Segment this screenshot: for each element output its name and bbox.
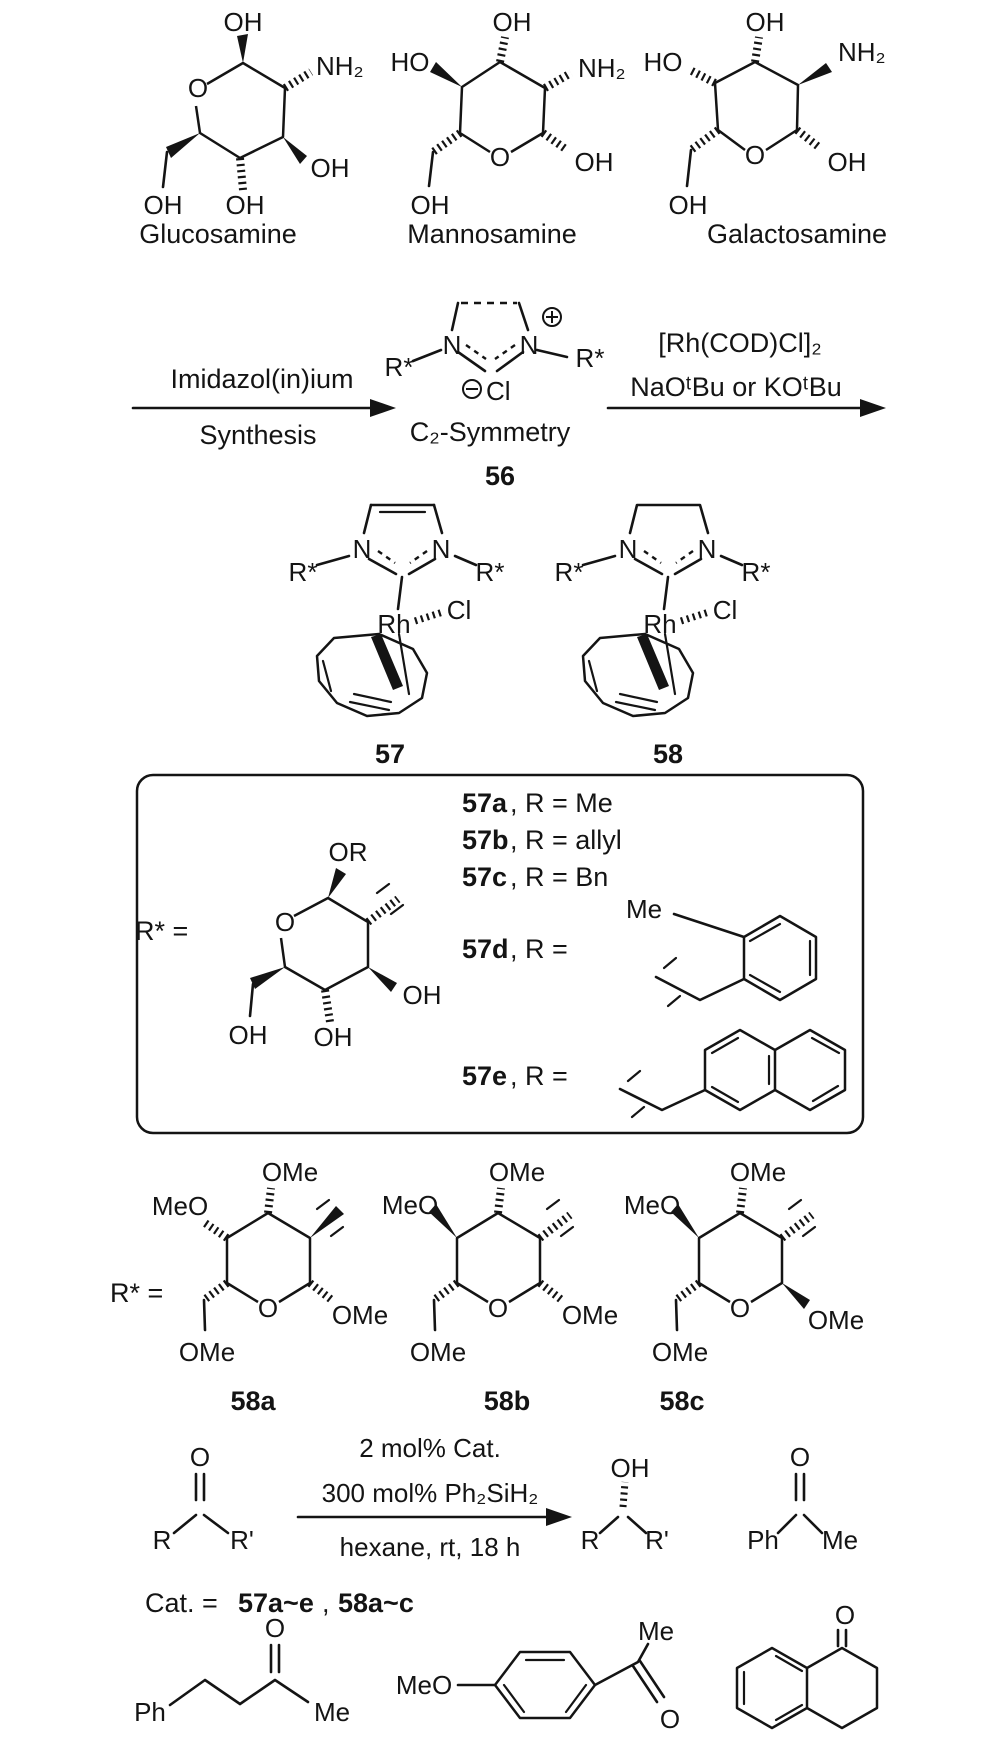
phenyl-label: Ph xyxy=(747,1525,779,1555)
rhodium-label: Rh xyxy=(377,609,411,639)
nitrogen-label: N xyxy=(431,534,451,564)
atom-label: OMe xyxy=(651,1337,709,1367)
r-star-equals-label: R* = xyxy=(110,1278,164,1308)
carbonyl-oxygen-label: O xyxy=(834,1600,856,1630)
compound-number-57: 57 xyxy=(374,739,406,769)
atom-label: NH₂ xyxy=(578,53,626,83)
rhodium-label: Rh xyxy=(643,609,677,639)
condition-line-3: hexane, rt, 18 h xyxy=(339,1532,521,1562)
entry-id: 57b xyxy=(462,825,509,855)
sugar-name-mannosamine: Mannosamine xyxy=(407,219,577,249)
entry-text: , R = Bn xyxy=(510,862,609,892)
ring-oxygen-label: O xyxy=(489,142,511,172)
entry-id: 57e xyxy=(462,1061,508,1091)
atom-label: OH xyxy=(402,980,442,1010)
nitrogen-label: N xyxy=(352,534,372,564)
ring-oxygen-label: O xyxy=(487,1293,509,1323)
compound-number-58c: 58c xyxy=(659,1386,705,1416)
entry-id: 57a xyxy=(462,788,508,818)
reagent-line-1: [Rh(COD)Cl]₂ xyxy=(658,328,822,358)
carbonyl-oxygen-label: O xyxy=(264,1613,286,1643)
arrow-text-top: Imidazol(in)ium xyxy=(170,364,354,394)
methyl-label: Me xyxy=(821,1525,859,1555)
box-entry-57b xyxy=(462,825,622,855)
nitrogen-label: N xyxy=(697,534,717,564)
atom-label: OH xyxy=(313,1022,353,1052)
atom-label: OMe xyxy=(409,1337,467,1367)
r-star-label: R* xyxy=(741,557,771,587)
atom-label: OH xyxy=(827,147,867,177)
arrow-text-bottom: Synthesis xyxy=(199,420,317,450)
atom-label: OH xyxy=(745,7,785,37)
atom-label: OH xyxy=(225,190,265,220)
r-prime-label: R' xyxy=(645,1525,669,1555)
carbonyl-oxygen-label: O xyxy=(659,1704,681,1734)
atom-label: MeO xyxy=(381,1190,439,1220)
atom-label: OMe xyxy=(488,1157,546,1187)
atom-label: NH₂ xyxy=(838,37,886,67)
compound-number-58a: 58a xyxy=(230,1386,276,1416)
catalyst-set-57: 57a~e xyxy=(238,1588,314,1618)
atom-label: OMe xyxy=(561,1300,619,1330)
r-group-label: R xyxy=(152,1525,172,1555)
atom-label: OR xyxy=(328,837,368,867)
ring-oxygen-label: O xyxy=(274,907,296,937)
ring-oxygen-label: O xyxy=(729,1293,751,1323)
catalyst-set-58: 58a~c xyxy=(338,1588,414,1618)
atom-label: OMe xyxy=(729,1157,787,1187)
entry-text: , R = xyxy=(510,934,568,964)
hydroxyl-label: OH xyxy=(610,1453,650,1483)
ring-oxygen-label: O xyxy=(744,140,766,170)
chloride-label: Cl xyxy=(446,595,472,625)
entry-id: 57c xyxy=(462,862,508,892)
atom-label: HO xyxy=(643,47,683,77)
atom-label: HO xyxy=(390,47,430,77)
catalyst-separator: , xyxy=(322,1588,330,1618)
nitrogen-label: N xyxy=(519,330,539,360)
r-star-label: R* xyxy=(475,557,505,587)
atom-label: OH xyxy=(492,7,532,37)
nitrogen-label: N xyxy=(618,534,638,564)
carbonyl-oxygen-label: O xyxy=(189,1442,211,1472)
ring-oxygen-label: O xyxy=(257,1293,279,1323)
compound-number-56: 56 xyxy=(484,461,516,491)
catalyst-prefix: Cat. = xyxy=(145,1588,218,1618)
nitrogen-label: N xyxy=(442,330,462,360)
r-star-label: R* xyxy=(384,352,414,382)
methoxy-label: MeO xyxy=(395,1670,453,1700)
entry-text: , R = allyl xyxy=(510,825,622,855)
atom-label: OH xyxy=(574,147,614,177)
entry-id: 57d xyxy=(462,934,509,964)
chloride-label: Cl xyxy=(486,376,511,406)
sugar-name-glucosamine: Glucosamine xyxy=(139,219,297,249)
condition-line-1: 2 mol% Cat. xyxy=(359,1433,501,1463)
symmetry-label: C₂-Symmetry xyxy=(409,417,571,447)
compound-number-58b: 58b xyxy=(483,1386,531,1416)
reagent-line-2: NaOᵗBu or KOᵗBu xyxy=(630,372,842,402)
chloride-label: Cl xyxy=(712,595,738,625)
atom-label: OH xyxy=(668,190,708,220)
box-entry-57c xyxy=(462,862,608,892)
methyl-label: Me xyxy=(313,1697,351,1727)
methyl-label: Me xyxy=(625,894,663,924)
box-entry-57a xyxy=(462,788,613,818)
r-group-label: R xyxy=(580,1525,600,1555)
atom-label: OH xyxy=(143,190,183,220)
r-star-label: R* xyxy=(288,557,318,587)
compound-number-58: 58 xyxy=(652,739,684,769)
methyl-label: Me xyxy=(637,1616,675,1646)
atom-label: OMe xyxy=(261,1157,319,1187)
phenyl-label: Ph xyxy=(134,1697,166,1727)
atom-label: NH₂ xyxy=(316,51,364,81)
atom-label: OH xyxy=(228,1020,268,1050)
atom-label: OMe xyxy=(331,1300,389,1330)
carbonyl-oxygen-label: O xyxy=(789,1442,811,1472)
r-star-label: R* xyxy=(554,557,584,587)
atom-label: OMe xyxy=(807,1305,865,1335)
entry-text: , R = xyxy=(510,1061,568,1091)
sugar-name-galactosamine: Galactosamine xyxy=(706,219,888,249)
r-star-label: R* xyxy=(575,343,605,373)
atom-label: OH xyxy=(410,190,450,220)
atom-label: OH xyxy=(223,7,263,37)
atom-label: MeO xyxy=(151,1191,209,1221)
entry-text: , R = Me xyxy=(510,788,613,818)
atom-label: MeO xyxy=(623,1190,681,1220)
atom-label: OH xyxy=(310,153,350,183)
r-star-equals-label: R* = xyxy=(135,916,189,946)
ring-oxygen-label: O xyxy=(187,73,209,103)
condition-line-2: 300 mol% Ph₂SiH₂ xyxy=(321,1478,539,1508)
r-prime-label: R' xyxy=(230,1525,254,1555)
atom-label: OMe xyxy=(178,1337,236,1367)
